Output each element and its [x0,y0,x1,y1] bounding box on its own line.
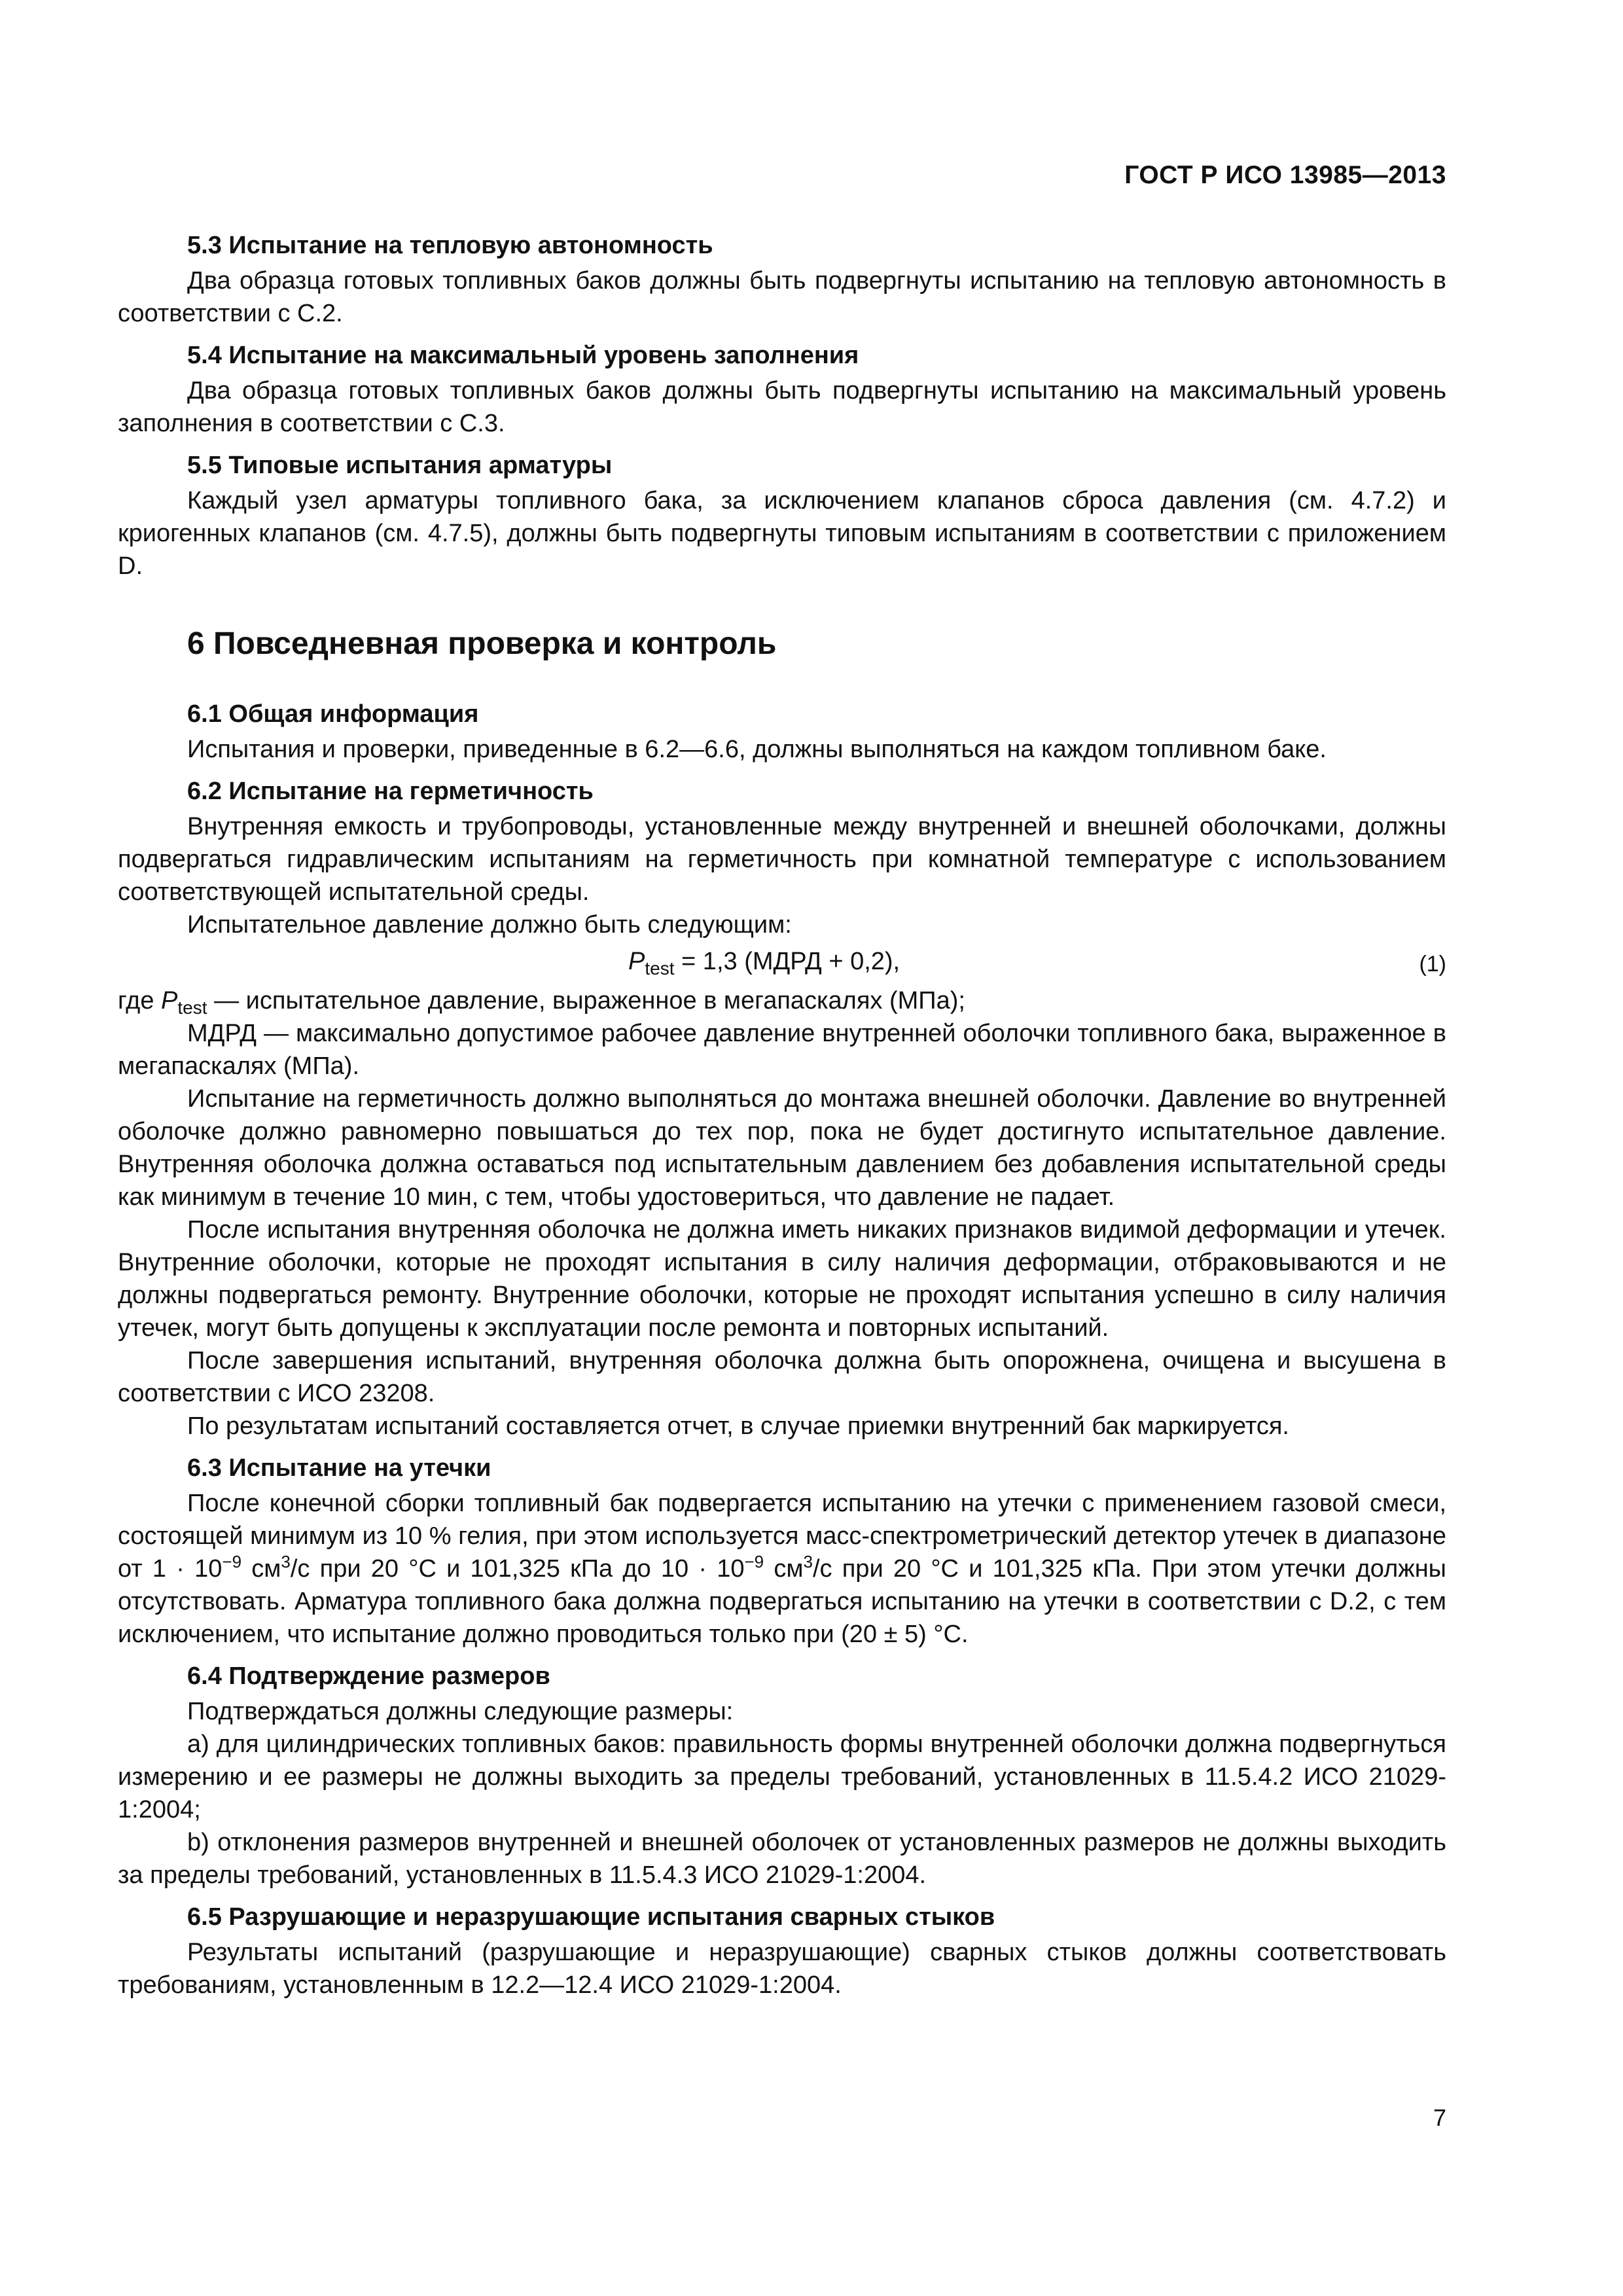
superscript: 3 [803,1552,813,1571]
section-6-2-paragraph-6: По результатам испытаний составляется отчет, в случае приемки внутренний бак маркируется. [187,1412,1289,1440]
formula-where-definition [118,984,1446,1017]
page-number: 7 [1433,2104,1446,2131]
formula-body: = 1,3 (МДРД + 0,2), [674,948,901,975]
where-subscript: test [177,997,207,1018]
section-6-3-paragraph [118,1487,1446,1651]
section-5-5-heading: 5.5 Типовые испытания арматуры [187,452,613,479]
where-text: — испытательное давление, выраженное в мегапаскалях (МПа); [207,987,965,1014]
where-variable: P [161,987,178,1014]
section-6-3-heading: 6.3 Испытание на утечки [187,1454,491,1482]
formula-expression [628,945,900,978]
section-6-2-paragraph-3: Испытание на герметичность должно выполняться до монтажа внешней оболочки. Давление во внутренней оболочке должно равномерно повышаться до тех пор, пока не будет достигнуто испытательное давление. Внутренняя оболочка должна оставаться под испытательным давлением без добавления испытательной среды как минимум в течение 10 мин, с тем, чтобы удостовериться, что давление не падает. [118,1085,1446,1211]
superscript: 3 [281,1552,291,1571]
document-identifier: ГОСТ Р ИСО 13985—2013 [1124,161,1446,189]
section-5-3-heading: 5.3 Испытание на тепловую автономность [187,232,713,259]
document-body [118,229,1446,2001]
section-6-5-paragraph: Результаты испытаний (разрушающие и неразрушающие) сварных стыков должны соответствовать требованиям, установленным в 12.2—12.4 ИСО 21029-1:2004. [118,1939,1446,1999]
document-page [118,0,1446,2296]
section-6-4-paragraph: Подтверждаться должны следующие размеры: [187,1698,734,1725]
section-5-5-paragraph: Каждый узел арматуры топливного бака, за исключением клапанов сброса давления (см. 4.7.2) и криогенных клапанов (см. 4.7.5), должны быть подвергнуты типовым испытаниям в соответствии с приложением D. [118,487,1446,580]
section-6-2-paragraph-1: Внутренняя емкость и трубопроводы, установленные между внутренней и внешней оболочками, должны подвергаться гидравлическим испытаниям на герметичность при комнатной температуре с использованием соответствующей испытательной среды. [118,813,1446,906]
text-run: /с при 20 °С и 101,325 кПа. При этом утечки должны отсутствовать. Арматура топливного бака должна подвергаться испытанию на утечки в соответствии с D.2, с тем исключением, что испытание должно проводиться только при (20 ± 5) °С. [118,1555,1446,1648]
section-6-2-paragraph-4: После испытания внутренняя оболочка не должна иметь никаких признаков видимой деформации и утечек. Внутренние оболочки, которые не проходят испытания в силу наличия деформации, отбраковываются и не должны подвергаться ремонту. Внутренние оболочки, которые не проходят испытания успешно в силу наличия утечек, могут быть допущены к эксплуатации после ремонта и повторных испытаний. [118,1216,1446,1342]
section-6-2-paragraph-2: Испытательное давление должно быть следующим: [187,911,792,939]
formula-subscript: test [645,958,675,978]
formula-definition-mdrd: МДРД — максимально допустимое рабочее давление внутренней оболочки топливного бака, выраженное в мегапаскалях (МПа). [118,1020,1446,1080]
text-run: см [764,1555,804,1583]
text-run: /с при 20 °С и 101,325 кПа до 10 · 10 [290,1555,745,1583]
formula-1 [118,945,1446,982]
section-6-4-heading: 6.4 Подтверждение размеров [187,1662,550,1690]
where-prefix: где [118,987,162,1014]
section-6-1-paragraph: Испытания и проверки, приведенные в 6.2—6.6, должны выполняться на каждом топливном баке. [187,736,1327,763]
section-6-5-heading: 6.5 Разрушающие и неразрушающие испытания сварных стыков [187,1903,995,1931]
section-5-4-heading: 5.4 Испытание на максимальный уровень заполнения [187,342,859,369]
text-run: После конечной сборки топливный бак подвергается испытанию на утечки с применением газовой смеси, состоящей минимум из 10 % гелия, при этом используется масс-спектрометрический детектор утечек в диапазоне от 1 · 10 [118,1490,1446,1583]
superscript: −9 [744,1552,764,1571]
text-run: см [241,1555,281,1583]
formula-variable: P [628,948,645,975]
superscript: −9 [222,1552,242,1571]
section-6-heading: 6 Повседневная проверка и контроль [187,626,777,661]
section-6-2-heading: 6.2 Испытание на герметичность [187,778,594,805]
section-6-4-item-a: a) для цилиндрических топливных баков: правильность формы внутренней оболочки должна подвергнуться измерению и ее размеры не должны выходить за пределы требований, установленных в 11.5.4.2 ИСО 21029-1:2004; [118,1731,1446,1823]
section-5-4-paragraph: Два образца готовых топливных баков должны быть подвергнуты испытанию на максимальный уровень заполнения в соответствии с С.3. [118,377,1446,437]
section-5-3-paragraph: Два образца готовых топливных баков должны быть подвергнуты испытанию на тепловую автономность в соответствии с С.2. [118,267,1446,327]
section-6-2-paragraph-5: После завершения испытаний, внутренняя оболочка должна быть опорожнена, очищена и высушена в соответствии с ИСО 23208. [118,1347,1446,1407]
section-6-1-heading: 6.1 Общая информация [187,700,479,728]
section-6-4-item-b: b) отклонения размеров внутренней и внешней оболочек от установленных размеров не должны выходить за пределы требований, установленных в 11.5.4.3 ИСО 21029-1:2004. [118,1829,1446,1889]
formula-number: (1) [1419,952,1446,977]
